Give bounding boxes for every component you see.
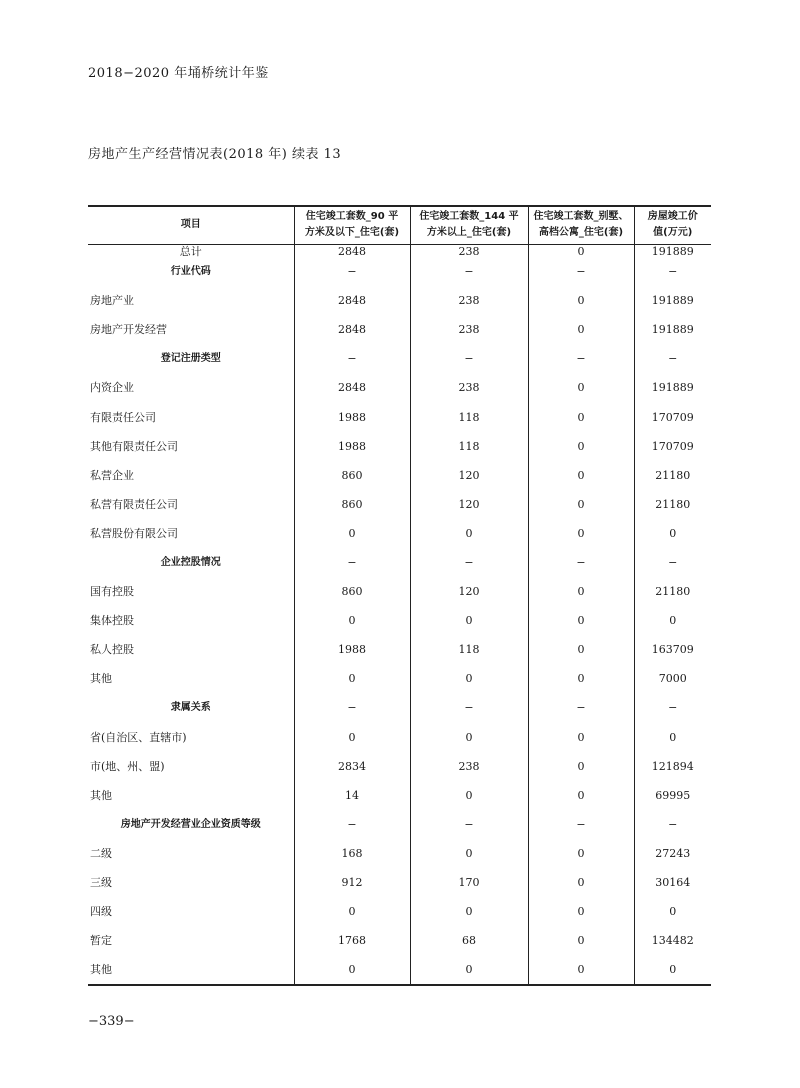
cell-value: 0 bbox=[528, 898, 634, 927]
col-header-line: 住宅竣工套数_144 平 bbox=[419, 211, 519, 223]
cell-value: 0 bbox=[528, 316, 634, 345]
cell-value: 191889 bbox=[634, 316, 711, 345]
cell-value: 21180 bbox=[634, 578, 711, 607]
cell-value: 1768 bbox=[294, 927, 410, 956]
table-row bbox=[88, 432, 711, 461]
cell-value: 21180 bbox=[634, 461, 711, 490]
cell-value: 0 bbox=[528, 868, 634, 897]
table-row bbox=[88, 752, 711, 781]
cell-value: − bbox=[294, 258, 410, 287]
row-label: 三级 bbox=[90, 876, 112, 890]
cell-value: 0 bbox=[528, 490, 634, 519]
cell-value: 0 bbox=[410, 607, 528, 636]
table-row bbox=[88, 403, 711, 432]
cell-value: 0 bbox=[528, 636, 634, 665]
cell-value: − bbox=[294, 810, 410, 839]
cell-value: 0 bbox=[294, 665, 410, 694]
table-header-row bbox=[88, 206, 711, 244]
col-header-item-label: 项目 bbox=[180, 219, 201, 231]
cell-value: 30164 bbox=[634, 868, 711, 897]
col-header-under-90sqm bbox=[294, 206, 410, 244]
cell-value: 0 bbox=[294, 956, 410, 985]
row-label: 私营企业 bbox=[90, 468, 134, 482]
statistics-table bbox=[88, 205, 711, 986]
cell-value: 2834 bbox=[294, 752, 410, 781]
cell-value: 0 bbox=[528, 461, 634, 490]
col-header-line: 房屋竣工价 bbox=[647, 211, 698, 223]
col-header-line: 方米及以下_住宅(套) bbox=[304, 227, 400, 239]
cell-value: 0 bbox=[410, 781, 528, 810]
table-title: 房地产生产经营情况表(2018 年) 续表 13 bbox=[88, 147, 342, 162]
cell-value: 0 bbox=[528, 432, 634, 461]
cell-value: 168 bbox=[294, 839, 410, 868]
row-label: 房地产开发经营 bbox=[90, 323, 167, 337]
row-label: 省(自治区、直辖市) bbox=[90, 730, 187, 744]
cell-value: 0 bbox=[528, 244, 634, 258]
cell-value: 0 bbox=[528, 665, 634, 694]
cell-value: 118 bbox=[410, 403, 528, 432]
cell-value: 0 bbox=[294, 898, 410, 927]
cell-value: 0 bbox=[410, 839, 528, 868]
row-label: 总计 bbox=[179, 244, 202, 258]
table-row bbox=[88, 519, 711, 548]
cell-value: 0 bbox=[528, 956, 634, 985]
row-label: 私人控股 bbox=[90, 643, 134, 657]
cell-value: 912 bbox=[294, 868, 410, 897]
cell-value: − bbox=[634, 694, 711, 723]
table-row bbox=[88, 898, 711, 927]
page-number: −339− bbox=[88, 1014, 135, 1029]
cell-value: − bbox=[634, 810, 711, 839]
category-row bbox=[88, 345, 711, 374]
cell-value: 134482 bbox=[634, 927, 711, 956]
cell-value: 0 bbox=[410, 723, 528, 752]
cell-value: 14 bbox=[294, 781, 410, 810]
running-header: 2018−2020 年埇桥统计年鉴 bbox=[88, 66, 269, 81]
col-header-line: 值(万元) bbox=[653, 227, 693, 239]
cell-value: 7000 bbox=[634, 665, 711, 694]
cell-value: 2848 bbox=[294, 287, 410, 316]
cell-value: 21180 bbox=[634, 490, 711, 519]
table-row bbox=[88, 607, 711, 636]
table-row bbox=[88, 578, 711, 607]
cell-value: 0 bbox=[410, 519, 528, 548]
row-label: 隶属关系 bbox=[170, 702, 211, 714]
cell-value: − bbox=[528, 694, 634, 723]
table-row bbox=[88, 868, 711, 897]
cell-value: 238 bbox=[410, 287, 528, 316]
col-header-line: 住宅竣工套数_别墅、 bbox=[533, 211, 629, 223]
row-label: 四级 bbox=[90, 905, 112, 919]
cell-value: 2848 bbox=[294, 244, 410, 258]
col-header-completed-value bbox=[634, 206, 711, 244]
col-header-villa bbox=[528, 206, 634, 244]
cell-value: − bbox=[410, 258, 528, 287]
col-header-line: 住宅竣工套数_90 平 bbox=[305, 211, 399, 223]
row-label: 房地产开发经营业企业资质等级 bbox=[120, 818, 261, 830]
cell-value: 191889 bbox=[634, 287, 711, 316]
cell-value: − bbox=[634, 548, 711, 577]
table-row bbox=[88, 723, 711, 752]
cell-value: 120 bbox=[410, 578, 528, 607]
table-row bbox=[88, 461, 711, 490]
cell-value: 2848 bbox=[294, 374, 410, 403]
cell-value: 0 bbox=[634, 723, 711, 752]
cell-value: 0 bbox=[528, 403, 634, 432]
col-header-line: 高档公寓_住宅(套) bbox=[538, 227, 624, 239]
row-label: 暂定 bbox=[90, 934, 112, 948]
table-row bbox=[88, 316, 711, 345]
cell-value: 0 bbox=[294, 607, 410, 636]
table-row bbox=[88, 636, 711, 665]
col-header-over-144sqm bbox=[410, 206, 528, 244]
cell-value: 1988 bbox=[294, 432, 410, 461]
cell-value: 170709 bbox=[634, 403, 711, 432]
cell-value: 0 bbox=[528, 519, 634, 548]
category-row bbox=[88, 548, 711, 577]
cell-value: 0 bbox=[528, 607, 634, 636]
table-row bbox=[88, 490, 711, 519]
cell-value: 118 bbox=[410, 432, 528, 461]
cell-value: 0 bbox=[634, 898, 711, 927]
row-label: 内资企业 bbox=[90, 381, 134, 395]
total-row bbox=[88, 244, 711, 258]
cell-value: − bbox=[410, 548, 528, 577]
cell-value: − bbox=[410, 345, 528, 374]
row-label: 国有控股 bbox=[90, 585, 134, 599]
cell-value: 0 bbox=[528, 578, 634, 607]
row-label: 房地产业 bbox=[90, 294, 134, 308]
cell-value: 0 bbox=[410, 956, 528, 985]
cell-value: 0 bbox=[634, 607, 711, 636]
cell-value: − bbox=[410, 694, 528, 723]
cell-value: − bbox=[634, 345, 711, 374]
cell-value: 0 bbox=[634, 519, 711, 548]
cell-value: 0 bbox=[410, 665, 528, 694]
cell-value: 170 bbox=[410, 868, 528, 897]
cell-value: 0 bbox=[294, 723, 410, 752]
cell-value: 0 bbox=[528, 781, 634, 810]
cell-value: 0 bbox=[294, 519, 410, 548]
cell-value: − bbox=[528, 810, 634, 839]
cell-value: 860 bbox=[294, 578, 410, 607]
cell-value: 163709 bbox=[634, 636, 711, 665]
row-label: 登记注册类型 bbox=[160, 353, 221, 365]
cell-value: − bbox=[528, 548, 634, 577]
cell-value: − bbox=[294, 694, 410, 723]
cell-value: − bbox=[528, 258, 634, 287]
col-header-item bbox=[88, 206, 294, 244]
row-label: 有限责任公司 bbox=[90, 410, 156, 424]
cell-value: 0 bbox=[528, 287, 634, 316]
cell-value: 2848 bbox=[294, 316, 410, 345]
cell-value: − bbox=[294, 548, 410, 577]
row-label: 其他 bbox=[90, 672, 112, 686]
cell-value: 1988 bbox=[294, 403, 410, 432]
table-row bbox=[88, 374, 711, 403]
table-row bbox=[88, 839, 711, 868]
row-label: 行业代码 bbox=[170, 266, 211, 278]
cell-value: 0 bbox=[528, 839, 634, 868]
category-row bbox=[88, 258, 711, 287]
table-row bbox=[88, 927, 711, 956]
cell-value: 238 bbox=[410, 374, 528, 403]
cell-value: 0 bbox=[528, 752, 634, 781]
row-label: 其他有限责任公司 bbox=[90, 439, 178, 453]
cell-value: 0 bbox=[528, 927, 634, 956]
cell-value: − bbox=[410, 810, 528, 839]
cell-value: 120 bbox=[410, 490, 528, 519]
table-row bbox=[88, 781, 711, 810]
cell-value: 118 bbox=[410, 636, 528, 665]
row-label: 其他 bbox=[90, 788, 112, 802]
row-label: 二级 bbox=[90, 846, 112, 860]
col-header-line: 方米以上_住宅(套) bbox=[426, 227, 512, 239]
cell-value: 238 bbox=[410, 316, 528, 345]
cell-value: 191889 bbox=[634, 244, 711, 258]
cell-value: 0 bbox=[634, 956, 711, 985]
row-label: 市(地、州、盟) bbox=[90, 759, 165, 773]
cell-value: 0 bbox=[528, 723, 634, 752]
row-label: 私营股份有限公司 bbox=[90, 526, 178, 540]
cell-value: 27243 bbox=[634, 839, 711, 868]
row-label: 其他 bbox=[88, 956, 294, 985]
cell-value: 120 bbox=[410, 461, 528, 490]
category-row bbox=[88, 694, 711, 723]
cell-value: − bbox=[634, 258, 711, 287]
table-row bbox=[88, 287, 711, 316]
cell-value: 68 bbox=[410, 927, 528, 956]
cell-value: 238 bbox=[410, 244, 528, 258]
cell-value: 860 bbox=[294, 490, 410, 519]
cell-value: − bbox=[528, 345, 634, 374]
cell-value: − bbox=[294, 345, 410, 374]
row-label: 企业控股情况 bbox=[160, 556, 221, 568]
table-row bbox=[88, 956, 711, 985]
cell-value: 0 bbox=[410, 898, 528, 927]
row-label: 集体控股 bbox=[90, 614, 134, 628]
cell-value: 0 bbox=[528, 374, 634, 403]
cell-value: 191889 bbox=[634, 374, 711, 403]
cell-value: 1988 bbox=[294, 636, 410, 665]
cell-value: 69995 bbox=[634, 781, 711, 810]
cell-value: 860 bbox=[294, 461, 410, 490]
row-label: 私营有限责任公司 bbox=[90, 497, 178, 511]
cell-value: 238 bbox=[410, 752, 528, 781]
cell-value: 121894 bbox=[634, 752, 711, 781]
table-row bbox=[88, 665, 711, 694]
category-row bbox=[88, 810, 711, 839]
cell-value: 170709 bbox=[634, 432, 711, 461]
